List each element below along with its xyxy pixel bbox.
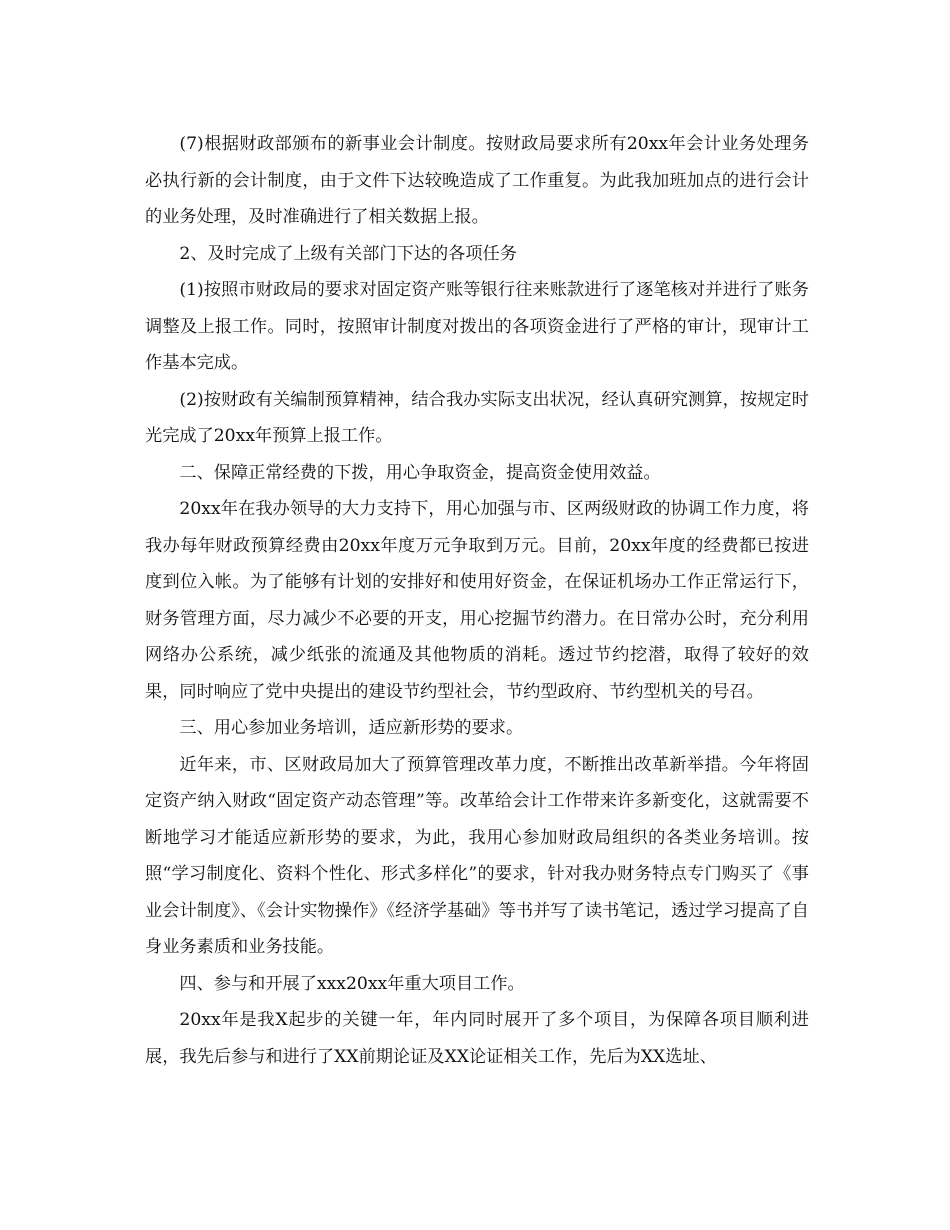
paragraph-2-budget: (2)按财政有关编制预算精神，结合我办实际支出状况，经认真研究测算，按规定时光完成了20xx年预算上报工作。 bbox=[145, 389, 809, 446]
paragraph-heading-training: 三、用心参加业务培训，适应新形势的要求。 bbox=[179, 718, 524, 738]
paragraph-heading-projects: 四、参与和开展了xxx20xx年重大项目工作。 bbox=[179, 973, 525, 994]
paragraph-projects-details: 20xx年是我X起步的关键一年，年内同时展开了多个项目，为保障各项目顺利进展，我先后参与和进行了XX前期论证及XX论证相关工作，先后为XX选址、 bbox=[145, 1010, 809, 1067]
paragraph-training-details: 近年来，市、区财政局加大了预算管理改革力度，不断推出改革新举措。今年将固定资产纳入财政“固定资产动态管理”等。改革给会计工作带来许多新变化，这就需要不断地学习才能适应新形势的要求，为此，我用心参加财政局组织的各类业务培训。按照“学习制度化、资料个性化、形式多样化”的要求，针对我办财务特点专门购买了《事业会计制度》、《会计实物操作》《经济学基础》等书并写了读书笔记，透过学习提高了自身业务素质和业务技能。 bbox=[145, 754, 809, 957]
paragraph-funding-details: 20xx年在我办领导的大力支持下，用心加强与市、区两级财政的协调工作力度，将我办每年财政预算经费由20xx年度万元争取到万元。目前，20xx年度的经费都已按进度到位入帐。为了能够有计划的安排好和使用好资金，在保证机场办工作正常运行下，财务管理方面，尽力减少不必要的开支，用心挖掘节约潜力。在日常办公时，充分利用网络办公系统，减少纸张的流通及其他物质的消耗。透过节约挖潜，取得了较好的效果，同时响应了党中央提出的建设节约型社会，节约型政府、节约型机关的号召。 bbox=[145, 499, 809, 702]
paragraph-1-fixed-assets: (1)按照市财政局的要求对固定资产账等银行往来账款进行了逐笔核对并进行了账务调整及上报工作。同时，按照审计制度对拨出的各项资金进行了严格的审计，现审计工作基本完成。 bbox=[145, 280, 809, 373]
paragraph-7-accounting-system: (7)根据财政部颁布的新事业会计制度。按财政局要求所有20xx年会计业务处理务必执行新的会计制度，由于文件下达较晚造成了工作重复。为此我加班加点的进行会计的业务处理，及时准确进行了相关数据上报。 bbox=[145, 134, 809, 227]
paragraph-heading-2-tasks: 2、及时完成了上级有关部门下达的各项任务 bbox=[179, 243, 517, 264]
document-page bbox=[145, 126, 809, 1075]
paragraph-heading-funding: 二、保障正常经费的下拨，用心争取资金，提高资金使用效益。 bbox=[179, 462, 661, 483]
